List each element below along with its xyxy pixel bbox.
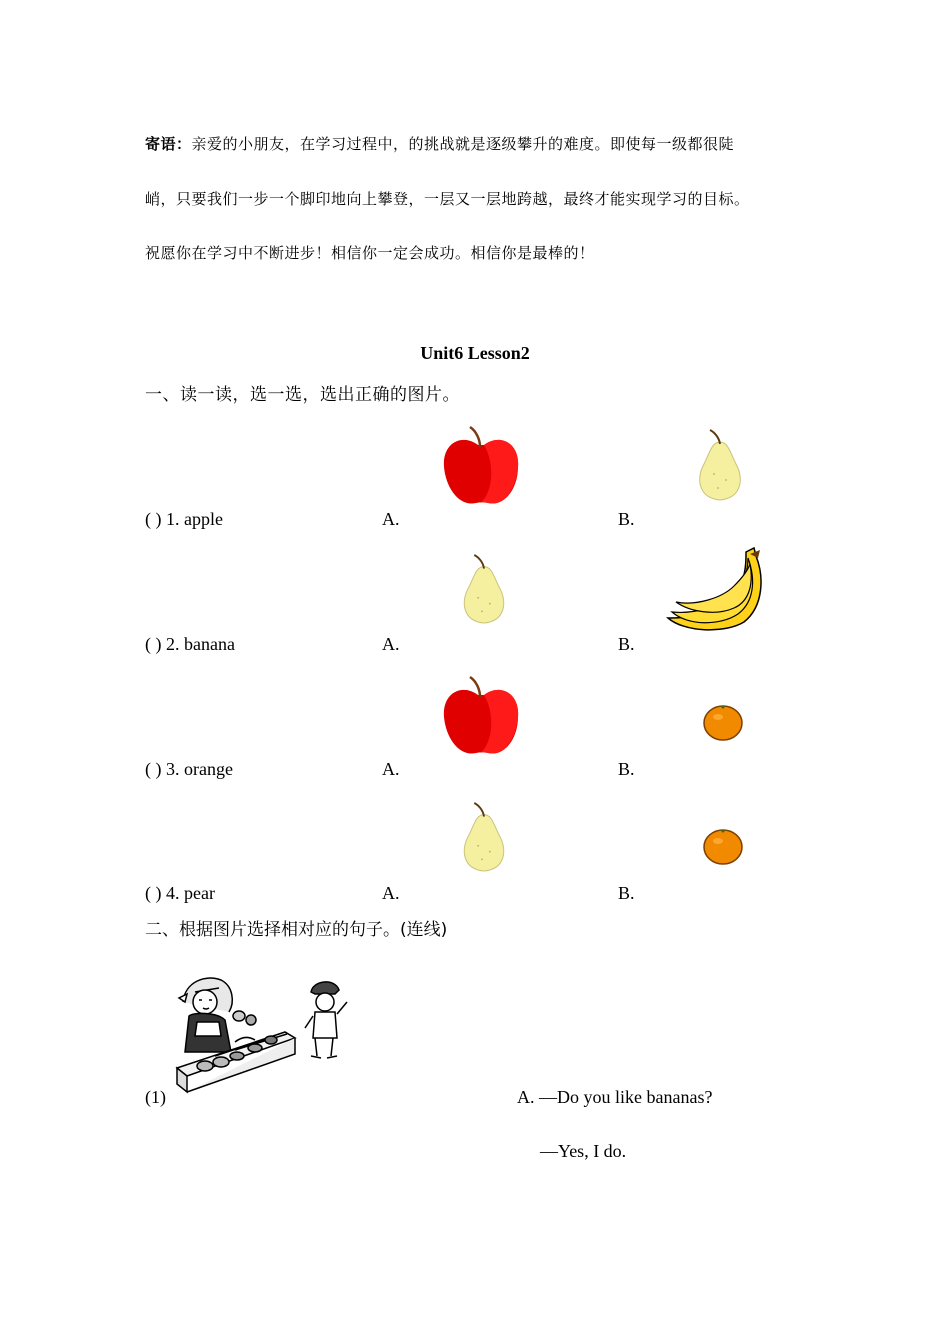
question-3-label: ( ) 3. orange (145, 759, 233, 779)
apple-icon (440, 425, 522, 507)
question-4-option-a: A. (382, 883, 400, 903)
question-3-option-a: A. (382, 759, 400, 779)
section1-heading: 一、读一读，选一选，选出正确的图片。 (145, 385, 460, 405)
question-2-option-b: B. (618, 634, 635, 654)
question-1-option-b: B. (618, 509, 635, 529)
pear-icon (458, 801, 510, 873)
intro-line-3: 祝愿你在学习中不断进步！相信你一定会成功。相信你是最棒的！ (145, 244, 595, 262)
section2-heading: 二、根据图片选择相对应的句子。(连线) (145, 920, 448, 940)
section2-item-1-label: (1) (145, 1087, 166, 1107)
page-title: Unit6 Lesson2 (420, 343, 530, 363)
question-4-label: ( ) 4. pear (145, 883, 215, 903)
question-1-label: ( ) 1. apple (145, 509, 223, 529)
question-2-label: ( ) 2. banana (145, 634, 235, 654)
pear-icon (694, 428, 746, 502)
section2-option-a-answer: —Yes, I do. (540, 1141, 627, 1161)
question-2-option-a: A. (382, 634, 400, 654)
section2-option-a-question: A. —Do you like bananas? (517, 1087, 713, 1107)
pear-icon (458, 553, 510, 625)
orange-icon (702, 827, 744, 865)
orange-icon (702, 703, 744, 741)
question-1-option-a: A. (382, 509, 400, 529)
banana-icon (664, 546, 776, 634)
fruit-stall-illustration (175, 972, 355, 1092)
intro-line-1 (145, 133, 810, 154)
intro-label: 寄语： (145, 135, 192, 153)
intro-line-2: 峭，只要我们一步一个脚印地向上攀登，一层又一层地跨越，最终才能实现学习的目标。 (145, 190, 750, 208)
apple-icon (440, 675, 522, 757)
intro-text-1: 亲爱的小朋友，在学习过程中，的挑战就是逐级攀升的难度。即使每一级都很陡 (191, 135, 735, 153)
question-4-option-b: B. (618, 883, 635, 903)
question-3-option-b: B. (618, 759, 635, 779)
